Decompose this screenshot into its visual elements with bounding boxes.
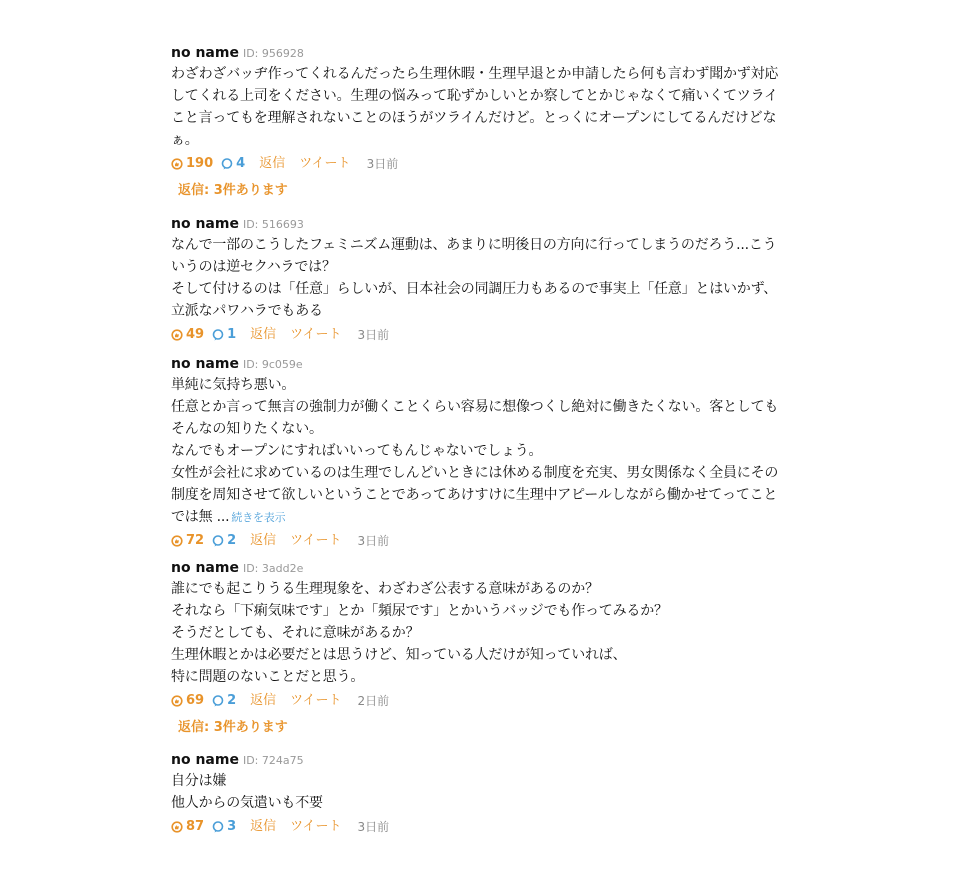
comment <box>171 750 811 838</box>
comment-line: なんでもオープンにすればいいってもんじゃないでしょう。 <box>171 443 543 459</box>
reply-count: 1 <box>227 327 237 342</box>
like-count: 190 <box>186 156 214 171</box>
like-count: 72 <box>186 533 205 548</box>
comment-line: ぁ。 <box>171 132 199 148</box>
reply-count-button[interactable] <box>212 690 236 712</box>
like-count: 87 <box>186 819 205 834</box>
user-id: ID: 956928 <box>242 47 304 60</box>
comment <box>171 354 811 552</box>
comment-body <box>171 374 811 528</box>
comment-line: わざわざバッヂ作ってくれるんだったら生理休暇・生理早退とか申請したら何も言わず聞かず対応 <box>171 66 779 82</box>
timestamp: 3日前 <box>357 534 390 548</box>
username: no name <box>171 356 239 372</box>
reply-count: 4 <box>236 156 246 171</box>
reply-count-button[interactable] <box>221 153 245 175</box>
comment-line: なんで一部のこうしたフェミニズム運動は、あまりに明後日の方向に行ってしまうのだろう...こう <box>171 237 777 253</box>
reply-icon <box>212 695 224 707</box>
like-icon <box>171 158 183 170</box>
comment-line: 任意とか言って無言の強制力が働くことくらい容易に想像つくし絶対に働きたくない。客としても <box>171 399 779 415</box>
comment-header <box>171 43 811 61</box>
reply-count: 3 <box>227 819 237 834</box>
reply-button[interactable]: 返信 <box>250 819 277 834</box>
comment-line: そんなの知りたくない。 <box>171 421 323 437</box>
timestamp: 2日前 <box>357 694 390 708</box>
reply-count-button[interactable] <box>212 816 236 838</box>
reply-icon <box>212 821 224 833</box>
comment-line: 誰にでも起こりうる生理現象を、わざわざ公表する意味があるのか？ <box>171 581 599 597</box>
reply-count-button[interactable] <box>212 324 236 346</box>
comment-line: 生理休暇とかは必要だとは思うけど、知っている人だけが知っていれば、 <box>171 647 627 663</box>
username: no name <box>171 216 239 232</box>
comment-line: こと言ってもを理解されないことのほうがツライんだけど。とっくにオープンにしてるんだけどな <box>171 110 777 126</box>
username: no name <box>171 752 239 768</box>
like-count: 69 <box>186 693 205 708</box>
reply-count: 2 <box>227 693 237 708</box>
user-id: ID: 9c059e <box>242 358 303 371</box>
comment-line: そうだとしても、それに意味があるか？ <box>171 625 420 641</box>
like-button[interactable] <box>171 324 204 346</box>
comment-actions <box>171 530 811 552</box>
comment <box>171 558 811 712</box>
timestamp: 3日前 <box>357 820 390 834</box>
reply-count-button[interactable] <box>212 530 236 552</box>
comment-body <box>171 578 811 688</box>
timestamp: 3日前 <box>366 157 399 171</box>
tweet-button[interactable]: ツイート <box>299 156 351 171</box>
user-id: ID: 724a75 <box>242 754 304 767</box>
like-count: 49 <box>186 327 205 342</box>
username: no name <box>171 560 239 576</box>
comment <box>171 214 811 346</box>
like-icon <box>171 535 183 547</box>
like-button[interactable] <box>171 816 204 838</box>
comment-line: 立派なパワハラでもある <box>171 303 323 319</box>
like-button[interactable] <box>171 530 204 552</box>
reply-button[interactable]: 返信 <box>250 327 277 342</box>
reply-button[interactable]: 返信 <box>250 693 277 708</box>
tweet-button[interactable]: ツイート <box>290 533 342 548</box>
comment-actions <box>171 690 811 712</box>
comment-line: してくれる上司をください。生理の悩みって恥ずかしいとか察してとかじゃなくて痛いくてツライ <box>171 88 778 104</box>
like-icon <box>171 329 183 341</box>
like-button[interactable] <box>171 690 204 712</box>
comment-line: いうのは逆セクハラでは？ <box>171 259 336 275</box>
read-more-link[interactable]: 続きを表示 <box>231 511 286 524</box>
reply-button[interactable]: 返信 <box>259 156 286 171</box>
like-icon <box>171 695 183 707</box>
show-replies-button[interactable]: 返信: 3件あります <box>178 720 288 735</box>
user-id: ID: 516693 <box>242 218 304 231</box>
comment-line: 自分は嫌 <box>171 773 227 789</box>
reply-icon <box>212 535 224 547</box>
comment-line: それなら「下痢気味です」とか「頻尿です」とかいうバッジでも作ってみるか？ <box>171 603 668 619</box>
timestamp: 3日前 <box>357 328 390 342</box>
reply-icon <box>212 329 224 341</box>
reply-icon <box>221 158 233 170</box>
user-id: ID: 3add2e <box>242 562 304 575</box>
comment-line: そして付けるのは「任意」らしいが、日本社会の同調圧力もあるので事実上「任意」とはいかず、 <box>171 281 778 297</box>
comment-body <box>171 63 811 151</box>
comment-header <box>171 354 811 372</box>
comment-actions <box>171 324 811 346</box>
comment-line: 制度を周知させて欲しいということであってあけすけに生理中アピールしながら働かせてってこと <box>171 487 778 503</box>
comment-actions <box>171 153 811 175</box>
comment-line: 女性が会社に求めているのは生理でしんどいときには休める制度を充実、男女関係なく全員にその <box>171 465 779 481</box>
comment-line: 特に問題のないことだと思う。 <box>171 669 365 685</box>
comment-body <box>171 770 811 814</box>
tweet-button[interactable]: ツイート <box>290 819 342 834</box>
username: no name <box>171 45 239 61</box>
show-replies-button[interactable]: 返信: 3件あります <box>178 183 288 198</box>
comment-line: 単純に気持ち悪い。 <box>171 377 296 393</box>
comment-line-truncated <box>171 506 811 528</box>
comment-actions <box>171 816 811 838</box>
truncated-text: では無 ... <box>171 509 230 525</box>
tweet-button[interactable]: ツイート <box>290 693 342 708</box>
comment-body <box>171 234 811 322</box>
like-icon <box>171 821 183 833</box>
comment-header <box>171 750 811 768</box>
like-button[interactable] <box>171 153 213 175</box>
reply-count: 2 <box>227 533 237 548</box>
comment <box>171 43 811 175</box>
tweet-button[interactable]: ツイート <box>290 327 342 342</box>
comment-line: 他人からの気遣いも不要 <box>171 795 323 811</box>
comment-header <box>171 214 811 232</box>
reply-button[interactable]: 返信 <box>250 533 277 548</box>
comment-header <box>171 558 811 576</box>
